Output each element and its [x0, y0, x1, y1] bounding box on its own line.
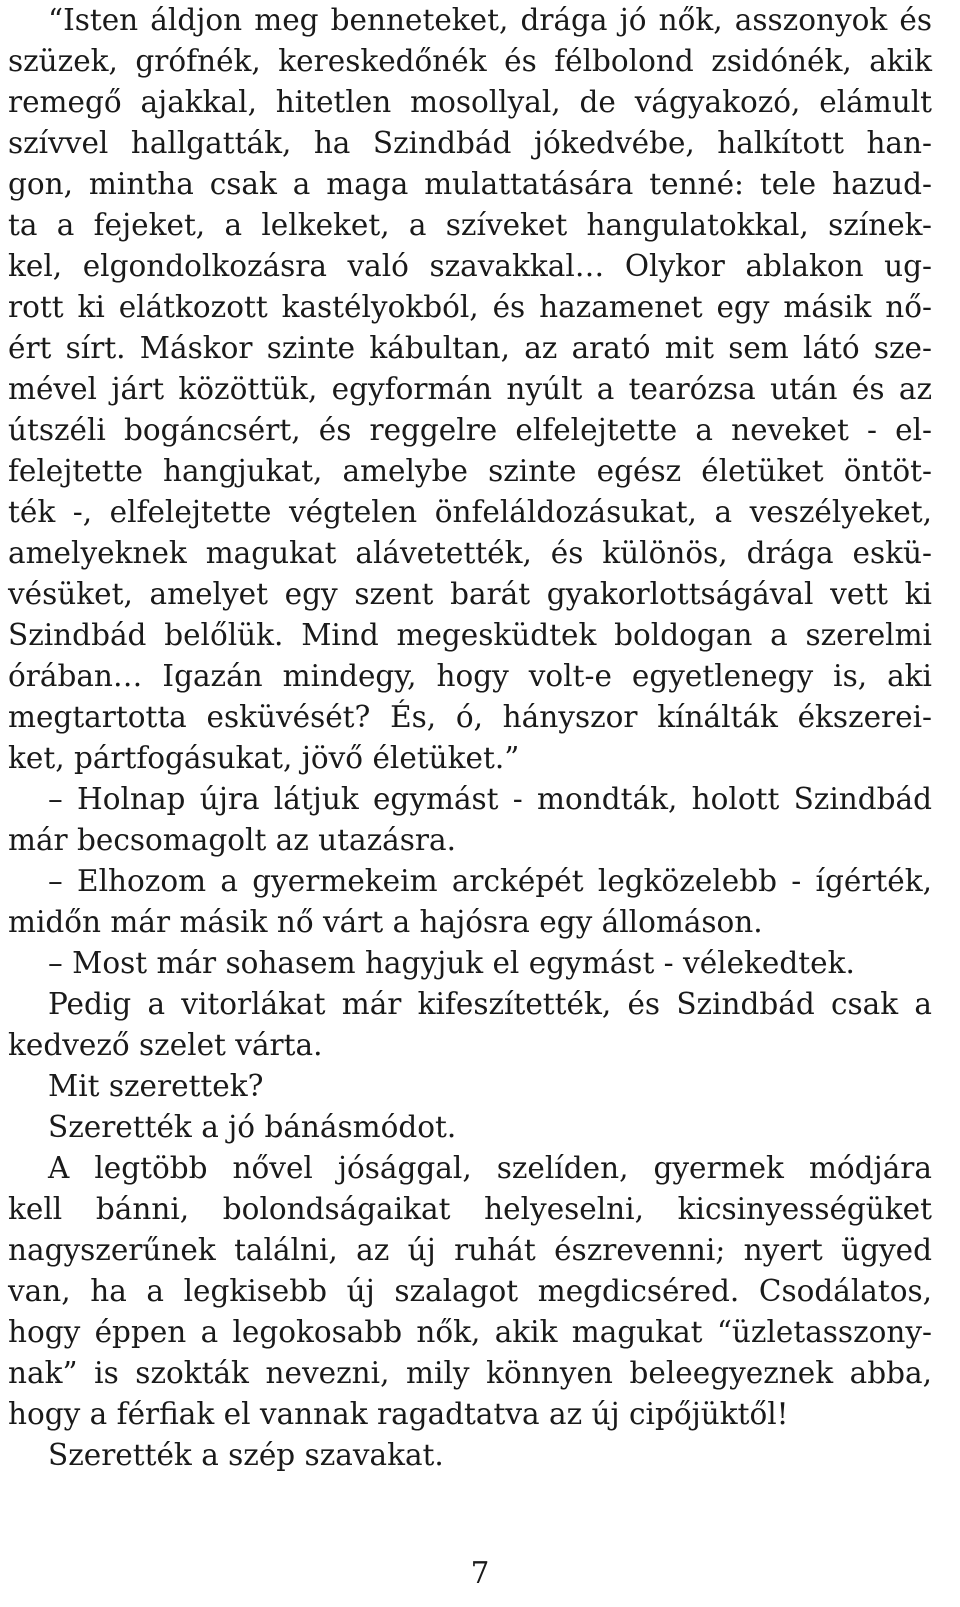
- text-line: hogy a férfiak el vannak ragadtatva az új cipőjüktől!: [8, 1397, 789, 1431]
- text-line: midőn már másik nő várt a hajósra egy állomáson.: [8, 905, 763, 939]
- text-line: Szerették a szép szavakat.: [48, 1438, 444, 1472]
- text-line: A legtöbb nővel jósággal, szelíden, gyermek módjára: [48, 1151, 932, 1185]
- text-line: ért sírt. Máskor szinte kábultan, az arató mit sem látó sze-: [8, 331, 932, 365]
- text-line: nak” is szokták nevezni, mily könnyen beleegyeznek abba,: [8, 1356, 932, 1390]
- text-line: amelyeknek magukat alávetették, és különös, drága eskü-: [8, 536, 932, 570]
- text-line: ket, pártfogásukat, jövő életüket.”: [8, 741, 520, 775]
- text-line: megtartotta esküvését? És, ó, hányszor kínálták ékszerei-: [8, 700, 932, 734]
- text-line: szívvel hallgatták, ha Szindbád jókedvébe, halkított han-: [8, 126, 932, 160]
- text-line: vésüket, amelyet egy szent barát gyakorlottságával vett ki: [8, 577, 932, 611]
- text-line: Szerették a jó bánásmódot.: [48, 1110, 457, 1144]
- text-line: Szindbád belőlük. Mind megesküdtek boldogan a szerelmi: [8, 618, 932, 652]
- text-line: van, ha a legkisebb új szalagot megdicséred. Csodálatos,: [8, 1274, 932, 1308]
- text-line: kel, elgondolkozásra való szavakkal… Olykor ablakon ug-: [8, 249, 932, 283]
- text-line: mével járt közöttük, egyformán nyúlt a tearózsa után és az: [8, 372, 932, 406]
- text-line: – Elhozom a gyermekeim arcképét legközelebb - ígérték,: [48, 864, 932, 898]
- text-line: – Most már sohasem hagyjuk el egymást - vélekedtek.: [48, 946, 855, 980]
- text-line: útszéli bogáncsért, és reggelre elfelejtette a neveket - el-: [8, 413, 932, 447]
- text-line: “Isten áldjon meg benneteket, drága jó nők, asszonyok és: [48, 3, 932, 37]
- text-line: rott ki elátkozott kastélyokból, és hazamenet egy másik nő-: [8, 290, 932, 324]
- text-line: Pedig a vitorlákat már kifeszítették, és Szindbád csak a: [48, 987, 932, 1021]
- text-line: kedvező szelet várta.: [8, 1028, 323, 1062]
- text-line: remegő ajakkal, hitetlen mosollyal, de vágyakozó, elámult: [8, 85, 932, 119]
- text-line: kell bánni, bolondságaikat helyeselni, kicsinyességüket: [8, 1192, 932, 1226]
- text-line: – Holnap újra látjuk egymást - mondták, holott Szindbád: [48, 782, 932, 816]
- text-line: órában… Igazán mindegy, hogy volt-e egyetlenegy is, aki: [8, 659, 932, 693]
- text-line: ték -, elfelejtette végtelen önfeláldozásukat, a veszélyeket,: [8, 495, 932, 529]
- page-number: 7: [470, 1556, 490, 1590]
- text-line: Mit szerettek?: [48, 1069, 264, 1103]
- text-line: gon, mintha csak a maga mulattatására tenné: tele hazud-: [8, 167, 932, 201]
- text-line: már becsomagolt az utazásra.: [8, 823, 456, 857]
- text-line: felejtette hangjukat, amelybe szinte egész életüket öntöt-: [8, 454, 932, 488]
- text-line: szüzek, grófnék, kereskedőnék és félbolond zsidónék, akik: [8, 44, 932, 78]
- text-line: ta a fejeket, a lelkeket, a szíveket hangulatokkal, színek-: [8, 208, 932, 242]
- text-line: nagyszerűnek találni, az új ruhát észrevenni; nyert ügyed: [8, 1233, 932, 1267]
- text-line: hogy éppen a legokosabb nők, akik magukat “üzletasszony-: [8, 1315, 932, 1349]
